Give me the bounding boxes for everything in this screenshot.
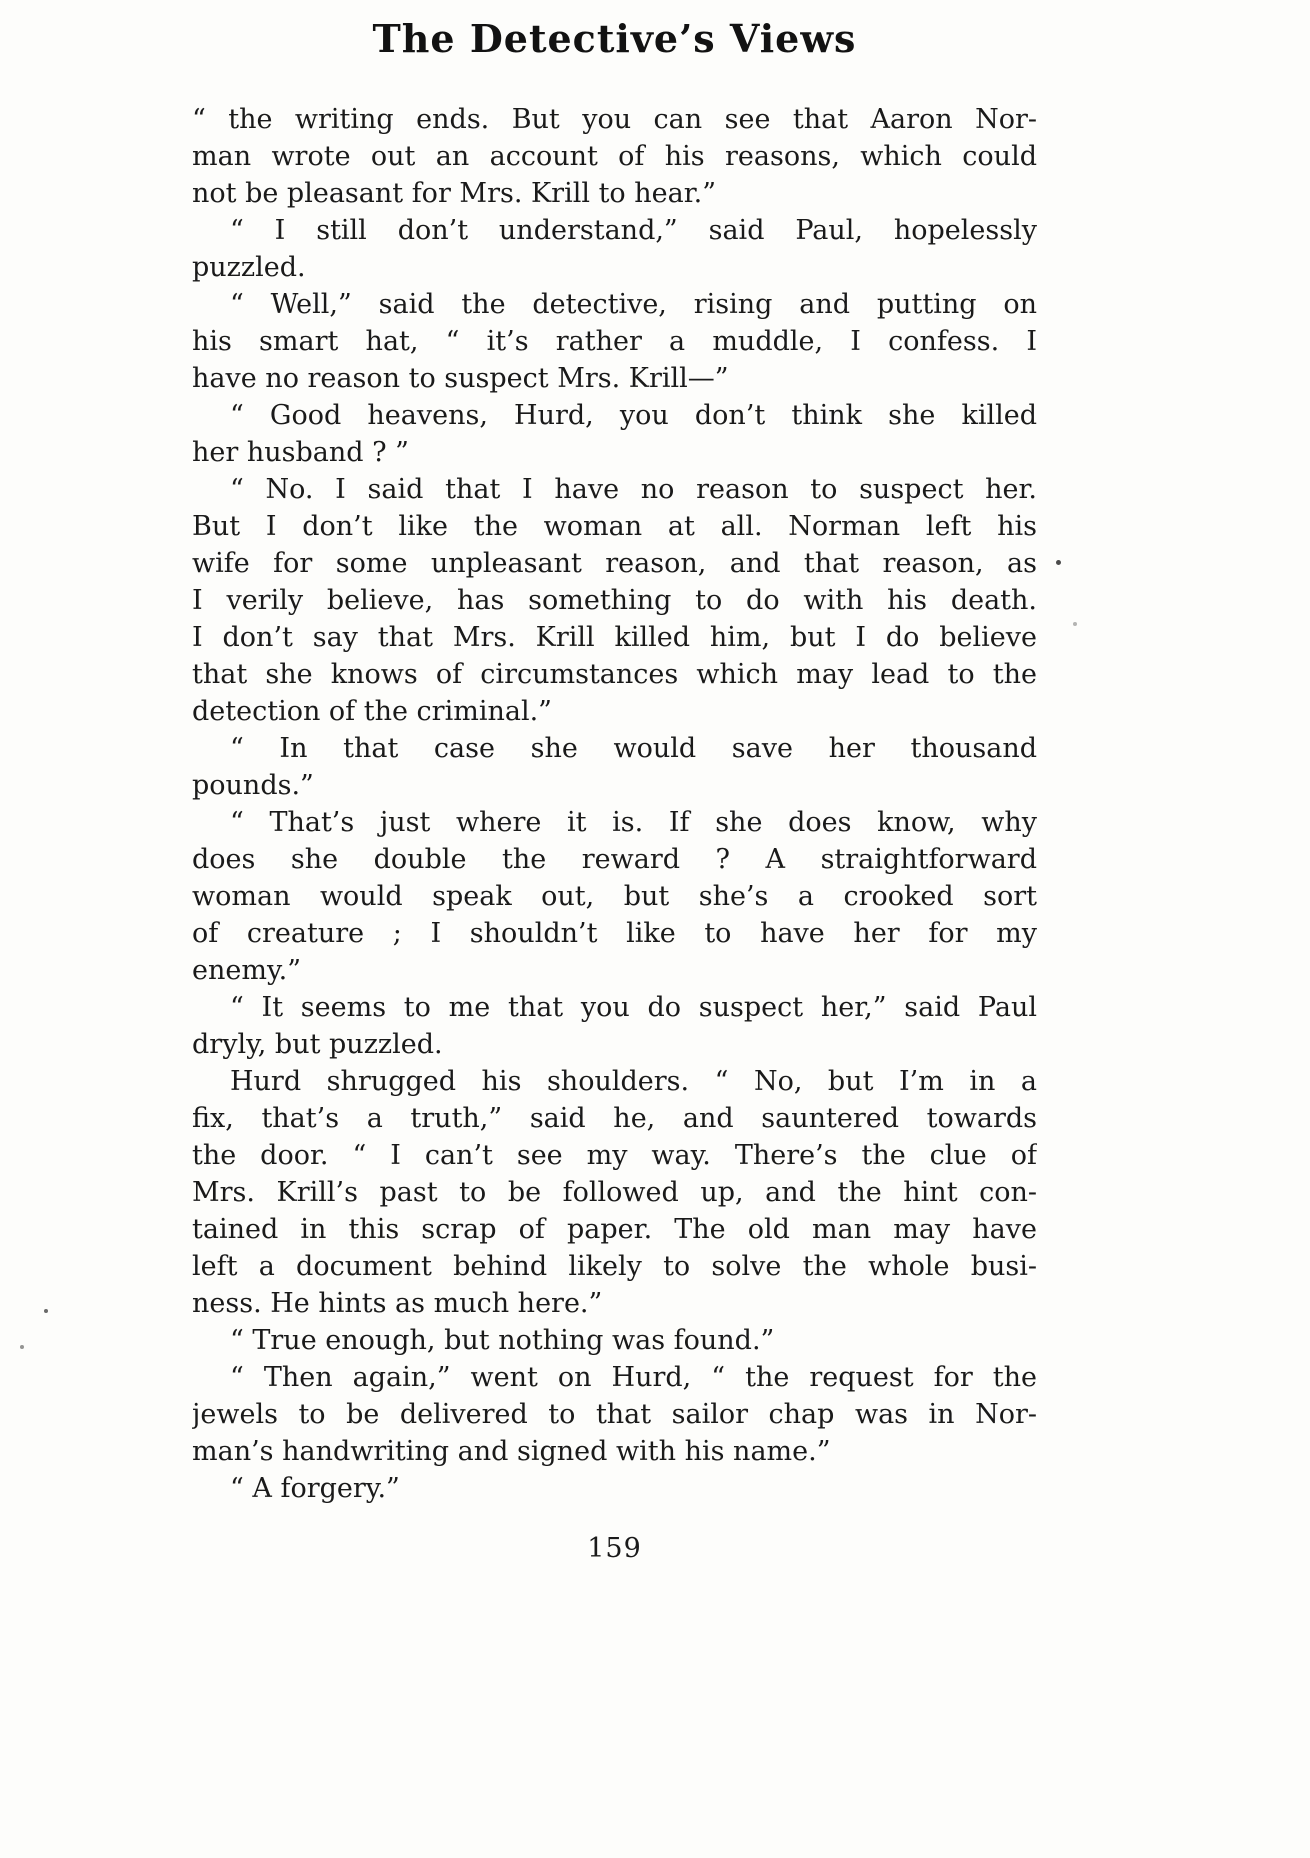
scan-speck [1056, 560, 1061, 565]
scan-speck [44, 1309, 48, 1313]
page-title: The Detective’s Views [372, 16, 857, 61]
paragraph [192, 471, 1037, 730]
paragraph [192, 1322, 1037, 1359]
scan-speck [1073, 622, 1077, 626]
text-line: the door. “ I can’t see my way. There’s the clue of [192, 1140, 1037, 1171]
text-line: “ Well,” said the detective, rising and putting on [230, 289, 1037, 320]
text-line: left a document behind likely to solve the whole busi- [192, 1251, 1037, 1282]
paragraph [192, 101, 1037, 212]
text-line: Mrs. Krill’s past to be followed up, and the hint con- [192, 1177, 1037, 1208]
paragraph [192, 1359, 1037, 1470]
text-line: I verily believe, has something to do with his death. [192, 585, 1037, 616]
paragraph [192, 730, 1037, 804]
text-line: “ In that case she would save her thousand [230, 733, 1037, 764]
text-line: not be pleasant for Mrs. Krill to hear.” [192, 178, 717, 209]
text-line: “ No. I said that I have no reason to suspect her. [230, 474, 1037, 505]
text-line: “ Then again,” went on Hurd, “ the request for the [230, 1362, 1037, 1393]
text-line: “ I still don’t understand,” said Paul, hopelessly [230, 215, 1037, 246]
text-line: “ A forgery.” [230, 1473, 400, 1504]
text-line: pounds.” [192, 770, 314, 801]
text-line: “ True enough, but nothing was found.” [230, 1325, 775, 1356]
paragraph [192, 212, 1037, 286]
text-line: man’s handwriting and signed with his name.” [192, 1436, 831, 1467]
text-line: his smart hat, “ it’s rather a muddle, I confess. I [192, 326, 1037, 357]
text-line: enemy.” [192, 955, 302, 986]
paragraph [192, 989, 1037, 1063]
text-line: “ That’s just where it is. If she does know, why [230, 807, 1037, 838]
text-line: that she knows of circumstances which may lead to the [192, 659, 1037, 690]
text-line: tained in this scrap of paper. The old man may have [192, 1214, 1037, 1245]
text-line: woman would speak out, but she’s a crooked sort [192, 881, 1037, 912]
text-line: ness. He hints as much here.” [192, 1288, 603, 1319]
text-line: her husband ? ” [192, 437, 409, 468]
paragraph [192, 286, 1037, 397]
paragraph [192, 1470, 1037, 1507]
text-line: man wrote out an account of his reasons, which could [192, 141, 1037, 172]
text-line: puzzled. [192, 252, 306, 283]
page-body [192, 101, 1037, 1507]
paragraph [192, 397, 1037, 471]
text-line: “ It seems to me that you do suspect her,” said Paul [230, 992, 1037, 1023]
text-line: detection of the criminal.” [192, 696, 552, 727]
text-line: does she double the reward ? A straightforward [192, 844, 1037, 875]
text-line: dryly, but puzzled. [192, 1029, 443, 1060]
text-line: “ Good heavens, Hurd, you don’t think she killed [230, 400, 1037, 431]
paragraph [192, 1063, 1037, 1322]
text-line: wife for some unpleasant reason, and that reason, as [192, 548, 1037, 579]
text-line: I don’t say that Mrs. Krill killed him, but I do believe [192, 622, 1037, 653]
page-number: 159 [587, 1533, 642, 1564]
text-line: jewels to be delivered to that sailor chap was in Nor- [192, 1399, 1037, 1430]
text-line: have no reason to suspect Mrs. Krill—” [192, 363, 729, 394]
text-line: But I don’t like the woman at all. Norman left his [192, 511, 1037, 542]
paragraph [192, 804, 1037, 989]
text-line: Hurd shrugged his shoulders. “ No, but I’m in a [230, 1066, 1037, 1097]
text-line: fix, that’s a truth,” said he, and sauntered towards [192, 1103, 1037, 1134]
scan-speck [20, 1345, 24, 1349]
text-line: “ the writing ends. But you can see that Aaron Nor- [192, 104, 1037, 135]
text-line: of creature ; I shouldn’t like to have her for my [192, 918, 1037, 949]
